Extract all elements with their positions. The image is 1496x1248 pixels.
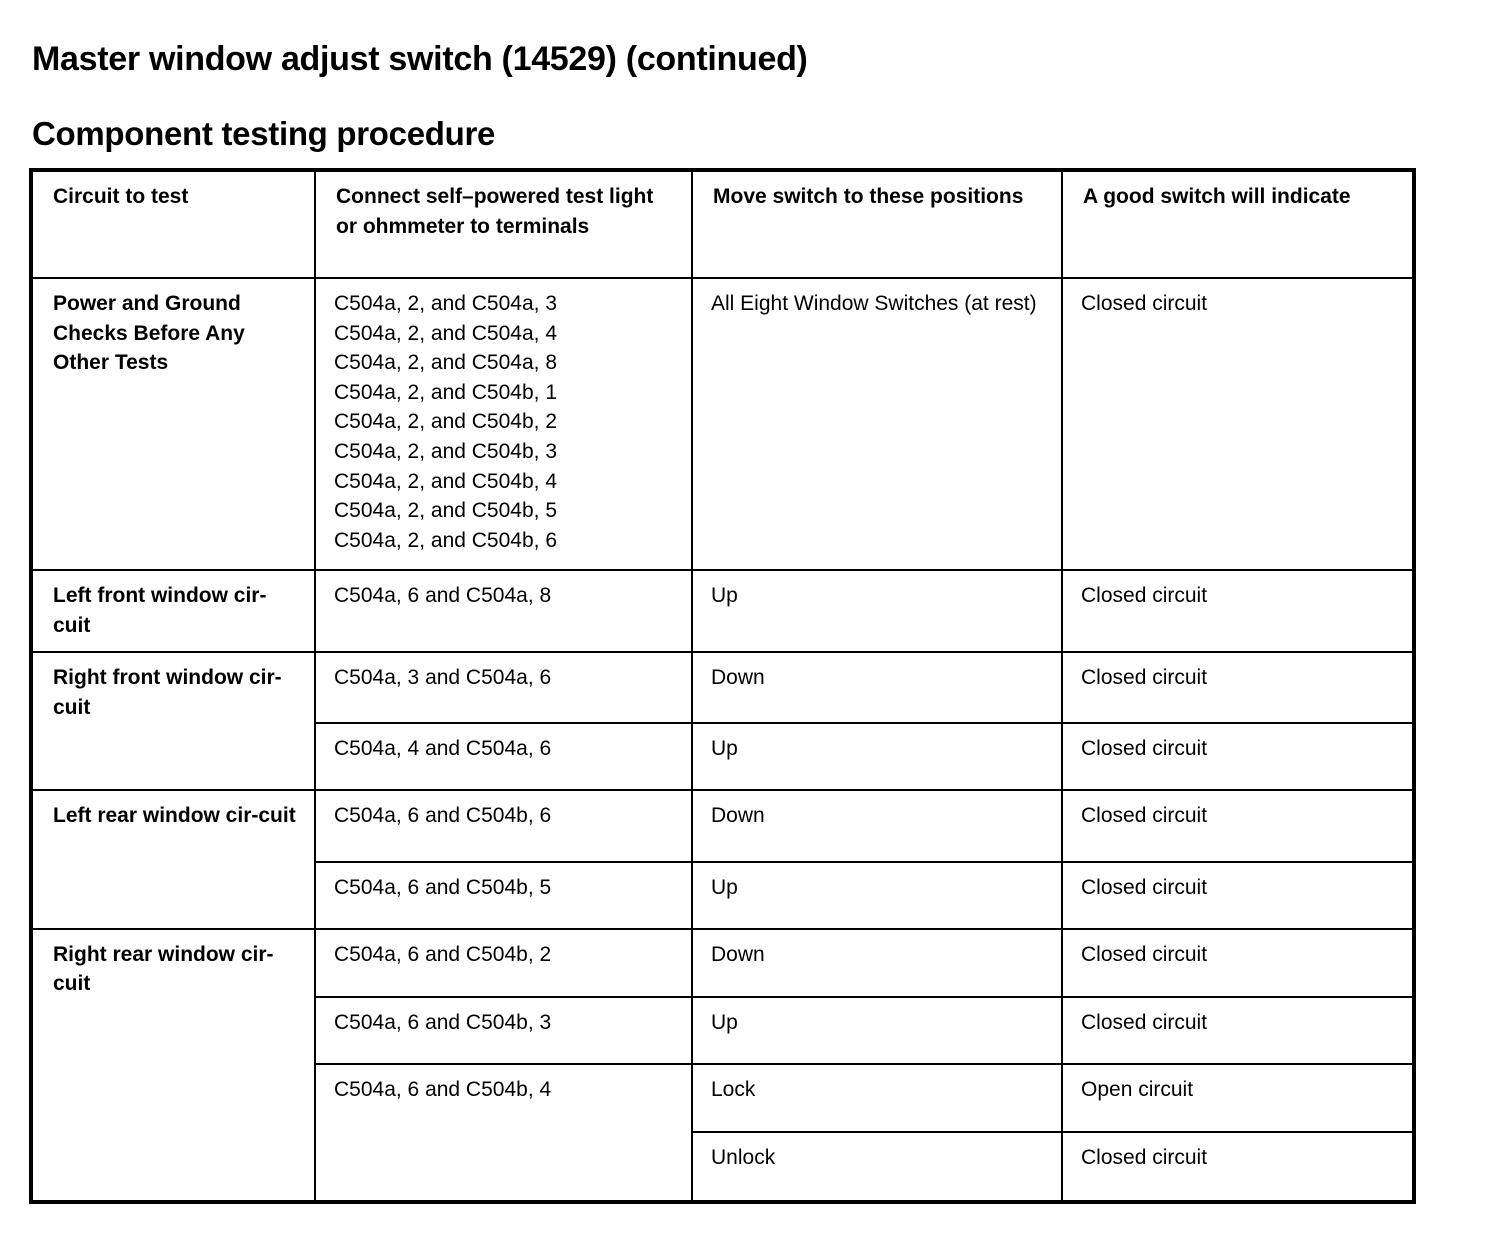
terminals-cell: C504a, 6 and C504a, 8 xyxy=(315,570,692,652)
terminal-pair: C504a, 2, and C504a, 3 xyxy=(334,292,558,316)
terminal-pair: C504a, 2, and C504b, 4 xyxy=(334,469,558,493)
header-circuit: Circuit to test xyxy=(31,170,315,278)
table-header-row xyxy=(31,170,1414,278)
terminal-pair: C504a, 2, and C504b, 5 xyxy=(334,499,558,523)
terminal-pair: C504a, 2, and C504b, 1 xyxy=(334,380,558,404)
position-cell: Up xyxy=(692,862,1062,929)
table-row-right-rear-down xyxy=(31,929,1414,997)
position-cell: All Eight Window Switches (at rest) xyxy=(692,278,1062,570)
table-row-power-ground xyxy=(31,278,1414,570)
circuit-cell: Power and Ground Checks Before Any Other Tests xyxy=(31,278,315,570)
terminals-cell: C504a, 6 and C504b, 6 xyxy=(315,790,692,862)
terminal-pair: C504a, 2, and C504b, 6 xyxy=(334,528,558,552)
circuit-cell: Left front window cir-cuit xyxy=(31,570,315,652)
result-cell: Closed circuit xyxy=(1062,570,1414,652)
header-positions: Move switch to these positions xyxy=(692,170,1062,278)
result-cell: Closed circuit xyxy=(1062,1132,1414,1202)
terminals-cell: C504a, 3 and C504a, 6 xyxy=(315,652,692,722)
result-cell: Closed circuit xyxy=(1062,723,1414,790)
position-cell: Up xyxy=(692,570,1062,652)
position-cell: Up xyxy=(692,997,1062,1064)
result-cell: Closed circuit xyxy=(1062,790,1414,862)
result-cell: Closed circuit xyxy=(1062,929,1414,997)
table-row-left-front xyxy=(31,570,1414,652)
terminal-pair: C504a, 2, and C504a, 8 xyxy=(334,351,558,375)
terminal-pair: C504a, 2, and C504b, 2 xyxy=(334,410,558,434)
position-cell: Lock xyxy=(692,1064,1062,1132)
table-row-left-rear-down xyxy=(31,790,1414,862)
terminal-pair: C504a, 2, and C504a, 4 xyxy=(334,321,558,345)
position-cell: Down xyxy=(692,790,1062,862)
result-cell: Closed circuit xyxy=(1062,862,1414,929)
terminal-pair: C504a, 2, and C504b, 3 xyxy=(334,440,558,464)
terminals-cell: C504a, 6 and C504b, 5 xyxy=(315,862,692,929)
position-cell: Down xyxy=(692,652,1062,722)
position-cell: Down xyxy=(692,929,1062,997)
table-row-right-front-down xyxy=(31,652,1414,722)
component-testing-table xyxy=(29,168,1416,1204)
header-indication: A good switch will indicate xyxy=(1062,170,1414,278)
terminals-cell: C504a, 6 and C504b, 4 xyxy=(315,1064,692,1202)
terminals-cell: C504a, 6 and C504b, 2 xyxy=(315,929,692,997)
circuit-cell: Right front window cir-cuit xyxy=(31,652,315,789)
result-cell: Closed circuit xyxy=(1062,278,1414,570)
result-cell: Closed circuit xyxy=(1062,997,1414,1064)
section-subtitle: Component testing procedure xyxy=(32,115,496,152)
circuit-cell: Right rear window cir-cuit xyxy=(31,929,315,1202)
circuit-cell: Left rear window cir-cuit xyxy=(31,790,315,929)
terminals-cell: C504a, 6 and C504b, 3 xyxy=(315,997,692,1064)
page-title: Master window adjust switch (14529) (continued) xyxy=(32,40,808,78)
result-cell: Open circuit xyxy=(1062,1064,1414,1132)
terminals-cell: C504a, 4 and C504a, 6 xyxy=(315,723,692,790)
position-cell: Unlock xyxy=(692,1132,1062,1202)
result-cell: Closed circuit xyxy=(1062,652,1414,722)
header-terminals: Connect self–powered test light or ohmmeter to terminals xyxy=(315,170,692,278)
terminals-cell xyxy=(315,278,692,570)
position-cell: Up xyxy=(692,723,1062,790)
